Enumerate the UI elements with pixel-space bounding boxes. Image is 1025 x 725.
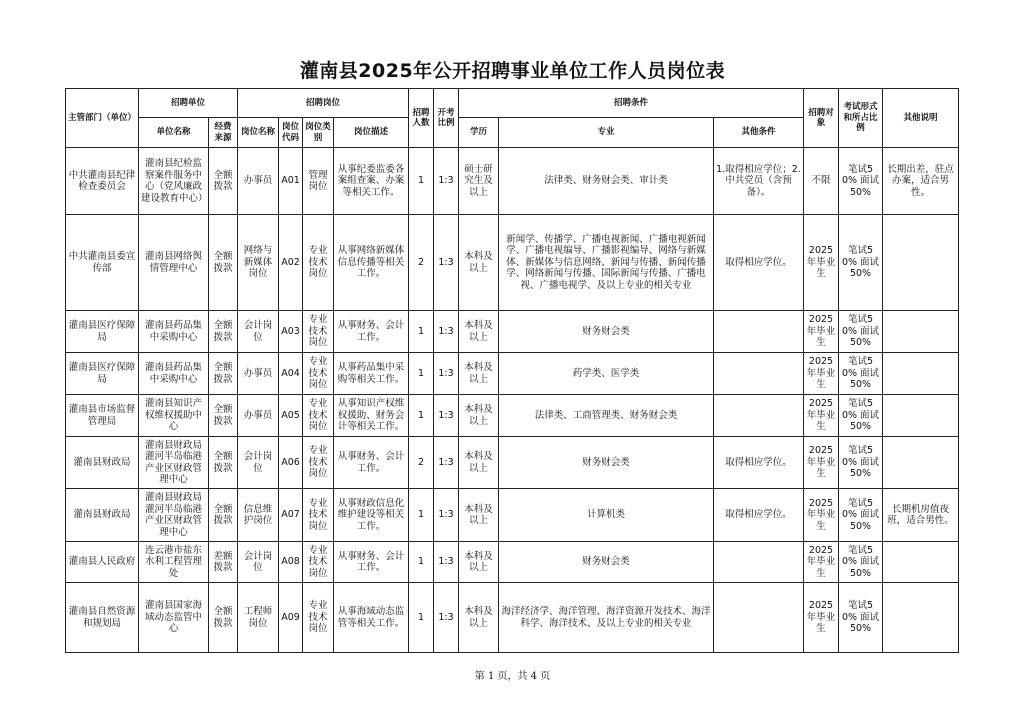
unit-name-cell: 灌南县财政局灌河半岛临港产业区财政管理中心 — [139, 437, 209, 489]
target-cell: 2025年毕业生 — [804, 353, 839, 395]
table-row — [66, 215, 959, 311]
unit-name-cell: 灌南县国家海域动态监管中心 — [139, 583, 209, 653]
post-name-cell: 会计岗位 — [238, 437, 279, 489]
header-target: 招聘对象 — [804, 89, 839, 148]
major-cell: 药学类、医学类 — [499, 353, 714, 395]
post-type-cell: 专业技术岗位 — [303, 311, 334, 353]
education-cell: 本科及以上 — [459, 353, 499, 395]
education-cell: 本科及以上 — [459, 395, 499, 437]
other-cond-cell: 1.取得相应学位；2.中共党员（含预备）。 — [714, 148, 804, 215]
post-code-cell: A08 — [279, 542, 303, 583]
other-cond-cell — [714, 583, 804, 653]
target-cell: 不限 — [804, 148, 839, 215]
header-cond-group: 招聘条件 — [459, 89, 804, 118]
post-desc-cell: 从事药品集中采购等相关工作。 — [334, 353, 409, 395]
notes-cell: 长期机房值夜班，适合男性。 — [883, 489, 959, 542]
table-row — [66, 395, 959, 437]
post-code-cell: A05 — [279, 395, 303, 437]
header-exam: 考试形式和所占比例 — [839, 89, 883, 148]
header-post-type: 岗位类别 — [303, 118, 334, 148]
dept-cell: 灌南县医疗保障局 — [66, 311, 139, 353]
post-type-cell: 专业技术岗位 — [303, 395, 334, 437]
education-cell: 本科及以上 — [459, 489, 499, 542]
post-type-cell: 管理岗位 — [303, 148, 334, 215]
major-cell: 财务财会类 — [499, 311, 714, 353]
major-cell: 财务财会类 — [499, 542, 714, 583]
education-cell: 本科及以上 — [459, 542, 499, 583]
notes-cell — [883, 437, 959, 489]
count-cell: 1 — [409, 489, 434, 542]
education-cell: 本科及以上 — [459, 215, 499, 311]
ratio-cell: 1:3 — [434, 542, 459, 583]
target-cell: 2025年毕业生 — [804, 542, 839, 583]
header-unit-group: 招聘单位 — [139, 89, 238, 118]
ratio-cell: 1:3 — [434, 311, 459, 353]
ratio-cell: 1:3 — [434, 353, 459, 395]
unit-name-cell: 灌南县网络舆情管理中心 — [139, 215, 209, 311]
post-type-cell: 专业技术岗位 — [303, 542, 334, 583]
funding-cell: 全额拨款 — [209, 489, 238, 542]
header-major: 专业 — [499, 118, 714, 148]
table-row — [66, 311, 959, 353]
header-post-group: 招聘岗位 — [238, 89, 409, 118]
post-name-cell: 信息维护岗位 — [238, 489, 279, 542]
post-desc-cell: 从事财务、会计工作。 — [334, 542, 409, 583]
unit-name-cell: 灌南县药品集中采购中心 — [139, 311, 209, 353]
target-cell: 2025年毕业生 — [804, 395, 839, 437]
target-cell: 2025年毕业生 — [804, 583, 839, 653]
dept-cell: 中共灌南县纪律检查委员会 — [66, 148, 139, 215]
post-code-cell: A04 — [279, 353, 303, 395]
post-name-cell: 会计岗位 — [238, 542, 279, 583]
post-code-cell: A02 — [279, 215, 303, 311]
dept-cell: 灌南县财政局 — [66, 489, 139, 542]
funding-cell: 全额拨款 — [209, 583, 238, 653]
funding-cell: 差额拨款 — [209, 542, 238, 583]
notes-cell — [883, 542, 959, 583]
header-funding: 经费来源 — [209, 118, 238, 148]
education-cell: 硕士研究生及以上 — [459, 148, 499, 215]
table-row — [66, 353, 959, 395]
post-desc-cell: 从事纪委监委各案组查案、办案等相关工作。 — [334, 148, 409, 215]
post-name-cell: 网络与新媒体岗位 — [238, 215, 279, 311]
unit-name-cell: 灌南县财政局灌河半岛临港产业区财政管理中心 — [139, 489, 209, 542]
job-table — [65, 88, 959, 653]
notes-cell — [883, 353, 959, 395]
post-type-cell: 专业技术岗位 — [303, 353, 334, 395]
dept-cell: 灌南县财政局 — [66, 437, 139, 489]
ratio-cell: 1:3 — [434, 395, 459, 437]
header-count: 招聘人数 — [409, 89, 434, 148]
count-cell: 1 — [409, 353, 434, 395]
other-cond-cell — [714, 353, 804, 395]
major-cell: 新闻学、传播学、广播电视新闻、广播电视新闻学、广播电视编导、广播影视编导、网络与新媒体、新媒体与信息网络、新闻与传播、新闻传播学、网络新闻与传播、国际新闻与传播、广播电视、广播电视学、及以上专业的相关专业 — [499, 215, 714, 311]
dept-cell: 灌南县人民政府 — [66, 542, 139, 583]
post-desc-cell: 从事财务、会计工作。 — [334, 311, 409, 353]
count-cell: 1 — [409, 148, 434, 215]
table-row — [66, 148, 959, 215]
table-row — [66, 583, 959, 653]
count-cell: 2 — [409, 215, 434, 311]
exam-cell: 笔试50% 面试50% — [839, 489, 883, 542]
funding-cell: 全额拨款 — [209, 395, 238, 437]
count-cell: 1 — [409, 395, 434, 437]
count-cell: 1 — [409, 583, 434, 653]
header-post-name: 岗位名称 — [238, 118, 279, 148]
unit-name-cell: 连云港市盐东水利工程管理处 — [139, 542, 209, 583]
other-cond-cell — [714, 395, 804, 437]
other-cond-cell: 取得相应学位。 — [714, 437, 804, 489]
dept-cell: 灌南县市场监督管理局 — [66, 395, 139, 437]
education-cell: 本科及以上 — [459, 437, 499, 489]
funding-cell: 全额拨款 — [209, 148, 238, 215]
count-cell: 2 — [409, 437, 434, 489]
ratio-cell: 1:3 — [434, 489, 459, 542]
exam-cell: 笔试50% 面试50% — [839, 542, 883, 583]
dept-cell: 灌南县自然资源和规划局 — [66, 583, 139, 653]
ratio-cell: 1:3 — [434, 148, 459, 215]
document-title: 灌南县2025年公开招聘事业单位工作人员岗位表 — [299, 60, 726, 82]
exam-cell: 笔试50% 面试50% — [839, 148, 883, 215]
funding-cell: 全额拨款 — [209, 215, 238, 311]
header-notes: 其他说明 — [883, 89, 959, 148]
other-cond-cell: 取得相应学位。 — [714, 489, 804, 542]
header-post-code: 岗位代码 — [279, 118, 303, 148]
post-code-cell: A03 — [279, 311, 303, 353]
header-education: 学历 — [459, 118, 499, 148]
dept-cell: 中共灌南县委宣传部 — [66, 215, 139, 311]
exam-cell: 笔试50% 面试50% — [839, 437, 883, 489]
other-cond-cell — [714, 311, 804, 353]
post-name-cell: 工程师岗位 — [238, 583, 279, 653]
notes-cell — [883, 215, 959, 311]
target-cell: 2025年毕业生 — [804, 311, 839, 353]
post-type-cell: 专业技术岗位 — [303, 583, 334, 653]
count-cell: 1 — [409, 542, 434, 583]
major-cell: 法律类、财务财会类、审计类 — [499, 148, 714, 215]
funding-cell: 全额拨款 — [209, 311, 238, 353]
table-row — [66, 542, 959, 583]
post-desc-cell: 从事财务、会计工作。 — [334, 437, 409, 489]
header-ratio: 开考比例 — [434, 89, 459, 148]
count-cell: 1 — [409, 311, 434, 353]
education-cell: 本科及以上 — [459, 583, 499, 653]
post-desc-cell: 从事网络新媒体信息传播等相关工作。 — [334, 215, 409, 311]
post-type-cell: 专业技术岗位 — [303, 489, 334, 542]
post-name-cell: 办事员 — [238, 353, 279, 395]
ratio-cell: 1:3 — [434, 583, 459, 653]
post-desc-cell: 从事知识产权维权援助、财务会计等相关工作。 — [334, 395, 409, 437]
header-post-desc: 岗位描述 — [334, 118, 409, 148]
notes-cell — [883, 583, 959, 653]
target-cell: 2025年毕业生 — [804, 437, 839, 489]
table-row — [66, 437, 959, 489]
exam-cell: 笔试50% 面试50% — [839, 395, 883, 437]
notes-cell — [883, 395, 959, 437]
post-code-cell: A09 — [279, 583, 303, 653]
education-cell: 本科及以上 — [459, 311, 499, 353]
table-row — [66, 489, 959, 542]
exam-cell: 笔试50% 面试50% — [839, 311, 883, 353]
header-unit-name: 单位名称 — [139, 118, 209, 148]
ratio-cell: 1:3 — [434, 437, 459, 489]
post-name-cell: 办事员 — [238, 148, 279, 215]
major-cell: 计算机类 — [499, 489, 714, 542]
major-cell: 法律类、工商管理类、财务财会类 — [499, 395, 714, 437]
exam-cell: 笔试50% 面试50% — [839, 353, 883, 395]
other-cond-cell — [714, 542, 804, 583]
page-footer: 第 1 页，共 4 页 — [474, 671, 551, 682]
notes-cell: 长期出差，驻点办案，适合男性。 — [883, 148, 959, 215]
dept-cell: 灌南县医疗保障局 — [66, 353, 139, 395]
post-type-cell: 专业技术岗位 — [303, 437, 334, 489]
post-desc-cell: 从事海域动态监管等相关工作。 — [334, 583, 409, 653]
header-dept: 主管部门（单位） — [66, 89, 139, 148]
unit-name-cell: 灌南县知识产权维权援助中心 — [139, 395, 209, 437]
funding-cell: 全额拨款 — [209, 437, 238, 489]
exam-cell: 笔试50% 面试50% — [839, 215, 883, 311]
major-cell: 财务财会类 — [499, 437, 714, 489]
funding-cell: 全额拨款 — [209, 353, 238, 395]
target-cell: 2025年毕业生 — [804, 215, 839, 311]
post-name-cell: 会计岗位 — [238, 311, 279, 353]
ratio-cell: 1:3 — [434, 215, 459, 311]
exam-cell: 笔试50% 面试50% — [839, 583, 883, 653]
major-cell: 海洋经济学、海洋管理、海洋资源开发技术、海洋科学、海洋技术、及以上专业的相关专业 — [499, 583, 714, 653]
other-cond-cell: 取得相应学位。 — [714, 215, 804, 311]
notes-cell — [883, 311, 959, 353]
header-other-cond: 其他条件 — [714, 118, 804, 148]
unit-name-cell: 灌南县药品集中采购中心 — [139, 353, 209, 395]
post-code-cell: A06 — [279, 437, 303, 489]
target-cell: 2025年毕业生 — [804, 489, 839, 542]
post-name-cell: 办事员 — [238, 395, 279, 437]
post-type-cell: 专业技术岗位 — [303, 215, 334, 311]
unit-name-cell: 灌南县纪检监察案件服务中心（党风廉政建设教育中心） — [139, 148, 209, 215]
post-desc-cell: 从事财政信息化维护建设等相关工作。 — [334, 489, 409, 542]
post-code-cell: A01 — [279, 148, 303, 215]
post-code-cell: A07 — [279, 489, 303, 542]
